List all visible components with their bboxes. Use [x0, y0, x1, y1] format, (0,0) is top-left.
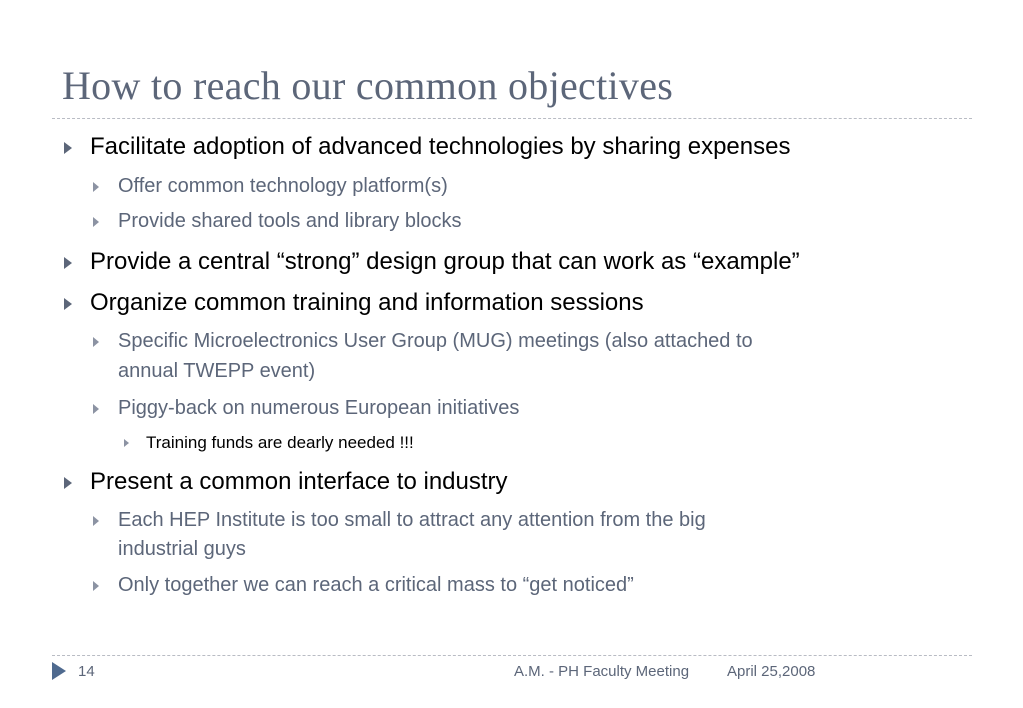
- bullet-item-level3: [146, 431, 414, 455]
- title-divider: [52, 118, 972, 119]
- bullet-item-level1: [90, 467, 508, 497]
- footer-date: April 25,2008: [727, 663, 816, 680]
- bullet-item-level1: [90, 247, 800, 277]
- bullet-item-level2: [118, 172, 448, 201]
- footer-presenter: A.M. - PH Faculty Meeting: [514, 663, 690, 680]
- footer-divider: [52, 655, 972, 656]
- bullet-item-level2: [118, 207, 462, 236]
- bullet-text: Offer common technology platform(s): [118, 175, 448, 197]
- bullet-item-level2: [118, 506, 706, 535]
- bullet-item-level2: [118, 571, 634, 600]
- bullet-arrow-icon: [93, 581, 99, 591]
- bullet-text: Provide shared tools and library blocks: [118, 210, 462, 232]
- bullet-item-continuation: [118, 535, 246, 564]
- bullet-text: Only together we can reach a critical mass to “get noticed”: [118, 574, 634, 596]
- bullet-arrow-icon: [124, 439, 129, 447]
- page-number: 14: [78, 663, 95, 680]
- bullet-text: Specific Microelectronics User Group (MUG) meetings (also attached to: [118, 330, 753, 352]
- bullet-item-level1: [90, 288, 644, 318]
- bullet-arrow-icon: [64, 257, 72, 269]
- bullet-item-level2: [118, 327, 753, 356]
- bullet-text: Facilitate adoption of advanced technologies by sharing expenses: [90, 133, 791, 160]
- bullet-arrow-icon: [93, 182, 99, 192]
- bullet-arrow-icon: [93, 217, 99, 227]
- bullet-arrow-icon: [93, 337, 99, 347]
- bullet-text: Each HEP Institute is too small to attract any attention from the big: [118, 509, 706, 531]
- bullet-text: Piggy-back on numerous European initiatives: [118, 397, 520, 419]
- bullet-arrow-icon: [93, 404, 99, 414]
- bullet-text: annual TWEPP event): [118, 360, 316, 382]
- bullet-arrow-icon: [64, 142, 72, 154]
- bullet-text: Training funds are dearly needed !!!: [146, 433, 414, 452]
- bullet-text: Present a common interface to industry: [90, 468, 508, 495]
- slide-title: How to reach our common objectives: [62, 63, 674, 108]
- bullet-arrow-icon: [64, 298, 72, 310]
- bullet-text: Provide a central “strong” design group that can work as “example”: [90, 248, 800, 275]
- bullet-item-level1: [90, 132, 790, 162]
- bullet-item-continuation: [118, 357, 315, 386]
- footer-arrow-icon: [52, 662, 66, 680]
- bullet-arrow-icon: [93, 516, 99, 526]
- bullet-arrow-icon: [64, 477, 72, 489]
- bullet-text: industrial guys: [118, 538, 246, 560]
- bullet-item-level2: [118, 394, 519, 423]
- bullet-text: Organize common training and information sessions: [90, 289, 644, 316]
